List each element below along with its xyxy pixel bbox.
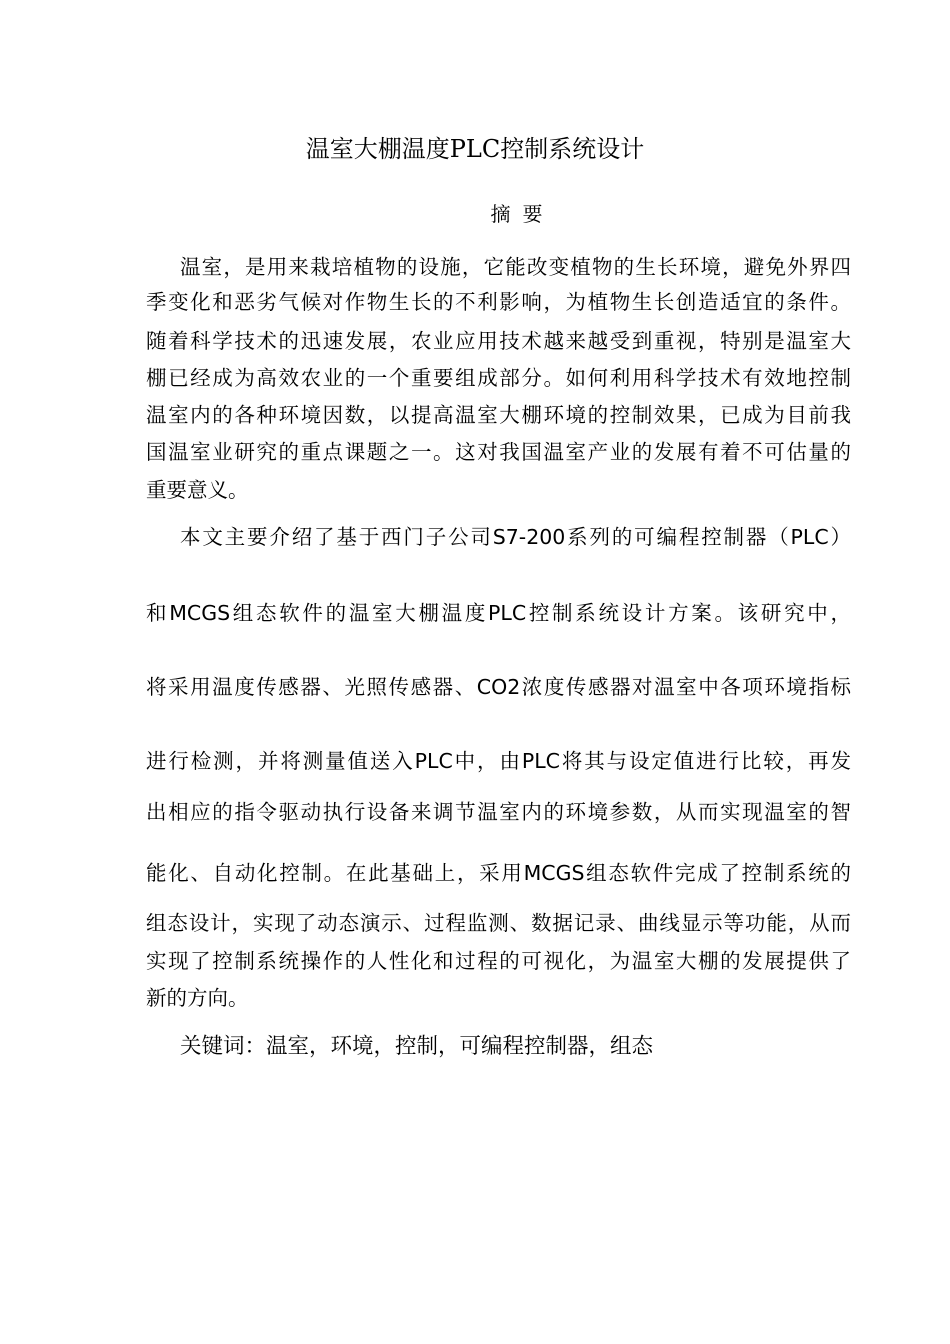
paragraph-1-line-3: 随着科学技术的迅速发展，农业应用技术越来越受到重视，特别是温室大 (146, 329, 851, 353)
paragraph-1-line-5: 温室内的各种环境因数，以提高温室大棚环境的控制效果，已成为目前我 (146, 403, 851, 427)
page-title: 温室大棚温度PLC控制系统设计 (305, 135, 645, 163)
paragraph-2-line-3: 将采用温度传感器、光照传感器、CO2浓度传感器对温室中各项环境指标 (146, 675, 851, 699)
paragraph-1-line-7: 重要意义。 (146, 478, 249, 502)
paragraph-2-line-9: 新的方向。 (146, 986, 249, 1010)
paragraph-2-line-1: 本文主要介绍了基于西门子公司S7-200系列的可编程控制器（PLC） (180, 525, 851, 549)
paragraph-2-line-2: 和MCGS组态软件的温室大棚温度PLC控制系统设计方案。该研究中， (146, 601, 851, 625)
paragraph-2-line-8: 实现了控制系统操作的人性化和过程的可视化，为温室大棚的发展提供了 (146, 949, 851, 973)
abstract-heading: 摘要 (490, 202, 555, 226)
paragraph-1-line-1: 温室，是用来栽培植物的设施，它能改变植物的生长环境，避免外界四 (180, 255, 851, 279)
paragraph-1-line-2: 季变化和恶劣气候对作物生长的不利影响，为植物生长创造适宜的条件。 (146, 290, 851, 314)
paragraph-2-line-4: 进行检测，并将测量值送入PLC中，由PLC将其与设定值进行比较，再发 (146, 749, 851, 773)
paragraph-1-line-6: 国温室业研究的重点课题之一。这对我国温室产业的发展有着不可估量的 (146, 440, 851, 464)
keywords-line: 关键词：温室，环境，控制，可编程控制器，组态 (180, 1034, 654, 1059)
paragraph-2-line-5: 出相应的指令驱动执行设备来调节温室内的环境参数，从而实现温室的智 (146, 800, 851, 824)
paragraph-2-line-6: 能化、自动化控制。在此基础上，采用MCGS组态软件完成了控制系统的 (146, 861, 851, 885)
paragraph-1-line-4: 棚已经成为高效农业的一个重要组成部分。如何利用科学技术有效地控制 (146, 366, 851, 390)
paragraph-2-line-7: 组态设计，实现了动态演示、过程监测、数据记录、曲线显示等功能，从而 (146, 911, 851, 935)
